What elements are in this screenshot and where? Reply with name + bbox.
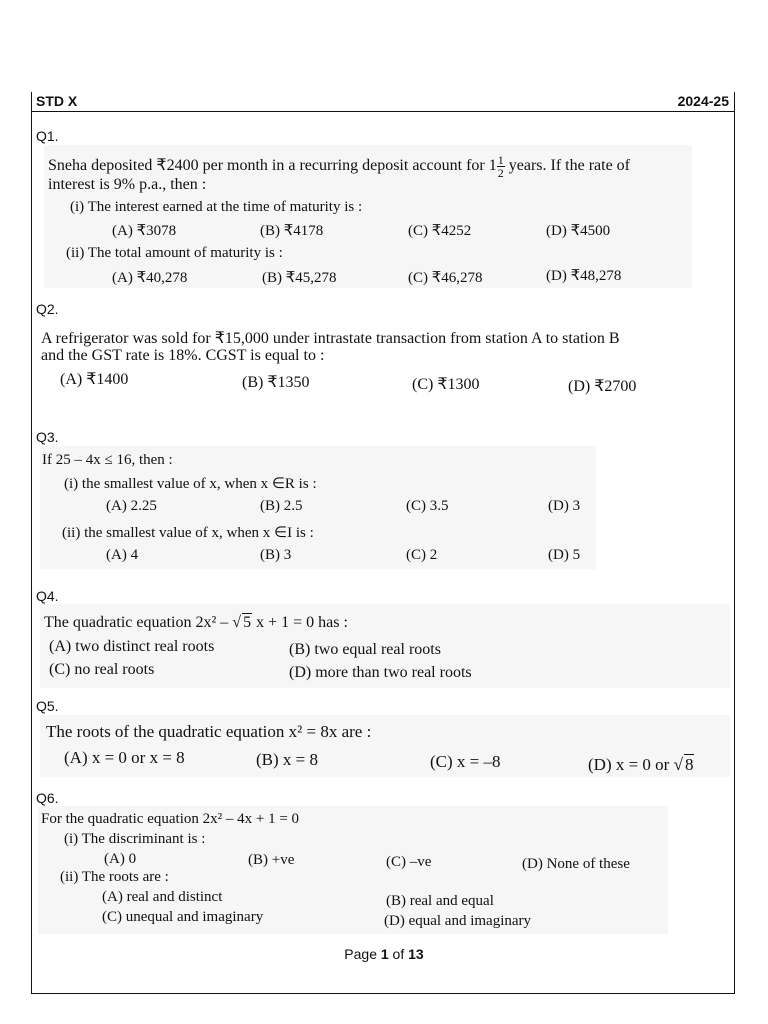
q6-sub2: (ii) The roots are :	[60, 869, 169, 885]
q2-line2: and the GST rate is 18%. CGST is equal to :	[41, 347, 325, 364]
q1-sub1-opt-a: (A) ₹3078	[112, 223, 177, 239]
q6-stem: For the quadratic equation 2x² – 4x + 1 = 0	[41, 811, 300, 827]
q1-sub2-opt-d: (D) ₹48,278	[546, 268, 622, 284]
q2-opt-b: (B) ₹1350	[242, 374, 310, 391]
q1-label: Q1.	[36, 128, 59, 144]
q3-label: Q3.	[36, 429, 59, 445]
q4-stem: The quadratic equation 2x² – √ 5 x + 1 = 0 has :	[44, 614, 348, 631]
std-label: STD X	[36, 93, 78, 109]
q5-opt-c: (C) x = –8	[430, 752, 501, 771]
q3-sub1-opt-d: (D) 3	[548, 498, 581, 514]
q3-sub2-opt-b: (B) 3	[260, 547, 292, 563]
q3-sub2-opt-d: (D) 5	[548, 547, 581, 563]
q1-sub1-opt-b: (B) ₹4178	[260, 223, 324, 239]
q3-sub2: (ii) the smallest value of x, when x ∈I is :	[62, 525, 314, 541]
q4-opt-c: (C) no real roots	[49, 661, 155, 678]
q6-sub2-opt-a: (A) real and distinct	[102, 889, 223, 905]
q6-sub2-opt-d: (D) equal and imaginary	[384, 913, 532, 929]
q4-opt-d: (D) more than two real roots	[289, 664, 472, 681]
page-header	[31, 92, 735, 112]
q6-sub2-opt-b: (B) real and equal	[386, 893, 494, 909]
q5-stem: The roots of the quadratic equation x² = 8x are :	[46, 722, 372, 741]
year-label: 2024-25	[677, 93, 729, 109]
q6-sub1: (i) The discriminant is :	[64, 831, 206, 847]
q2-label: Q2.	[36, 301, 59, 317]
q5-opt-a: (A) x = 0 or x = 8	[64, 748, 185, 767]
q5-label: Q5.	[36, 698, 59, 714]
q5-sqrt-value: 8	[684, 755, 694, 774]
q1-stem-cont: interest is 9% p.a., then :	[48, 176, 207, 193]
q6-sub1-opt-a: (A) 0	[104, 851, 137, 867]
q4-opt-b: (B) two equal real roots	[289, 641, 441, 658]
q6-label: Q6.	[36, 790, 59, 806]
q3-sub2-opt-c: (C) 2	[406, 547, 438, 563]
q4-opt-a: (A) two distinct real roots	[49, 638, 215, 655]
q3-sub1-opt-c: (C) 3.5	[406, 498, 449, 514]
q4-label: Q4.	[36, 588, 59, 604]
q6-sub1-opt-d: (D) None of these	[522, 856, 630, 872]
q4-sqrt-value: 5	[243, 614, 252, 631]
q2-opt-d: (D) ₹2700	[568, 378, 637, 395]
page-number: 1	[380, 946, 389, 962]
q1-sub1-opt-d: (D) ₹4500	[546, 223, 611, 239]
q2-line1: A refrigerator was sold for ₹15,000 under intrastate transaction from station A to station B	[41, 330, 620, 347]
q5-opt-d: (D) x = 0 or √ 8	[588, 755, 694, 774]
q1-sub2-opt-c: (C) ₹46,278	[408, 270, 483, 286]
q1-sub2: (ii) The total amount of maturity is :	[66, 245, 283, 261]
q1-stem: Sneha deposited ₹2400 per month in a recurring deposit account for 1 $\frac{1}{2}$ years. If the rate of	[48, 153, 630, 180]
q3-sub2-opt-a: (A) 4	[106, 547, 139, 563]
q1-sub1-opt-c: (C) ₹4252	[408, 223, 472, 239]
q1-sub2-opt-b: (B) ₹45,278	[262, 270, 337, 286]
q1-sub1: (i) The interest earned at the time of maturity is :	[70, 199, 363, 215]
q1-fraction: $\frac{1}{2}$	[497, 153, 504, 180]
q3-sub1-opt-b: (B) 2.5	[260, 498, 303, 514]
q1-sub2-opt-a: (A) ₹40,278	[112, 270, 188, 286]
q6-sub1-opt-c: (C) –ve	[386, 854, 432, 870]
q5-opt-b: (B) x = 8	[256, 750, 318, 769]
q3-stem: If 25 – 4x ≤ 16, then :	[42, 452, 173, 468]
q3-sub1-opt-a: (A) 2.25	[106, 498, 157, 514]
q6-sub2-opt-c: (C) unequal and imaginary	[102, 909, 264, 925]
q2-opt-c: (C) ₹1300	[412, 376, 480, 393]
page-total: 13	[408, 946, 424, 962]
q2-opt-a: (A) ₹1400	[60, 371, 129, 388]
page-footer: Page 1 of 13	[344, 946, 424, 962]
q3-sub1: (i) the smallest value of x, when x ∈R is :	[64, 476, 317, 492]
q6-sub1-opt-b: (B) +ve	[248, 852, 295, 868]
